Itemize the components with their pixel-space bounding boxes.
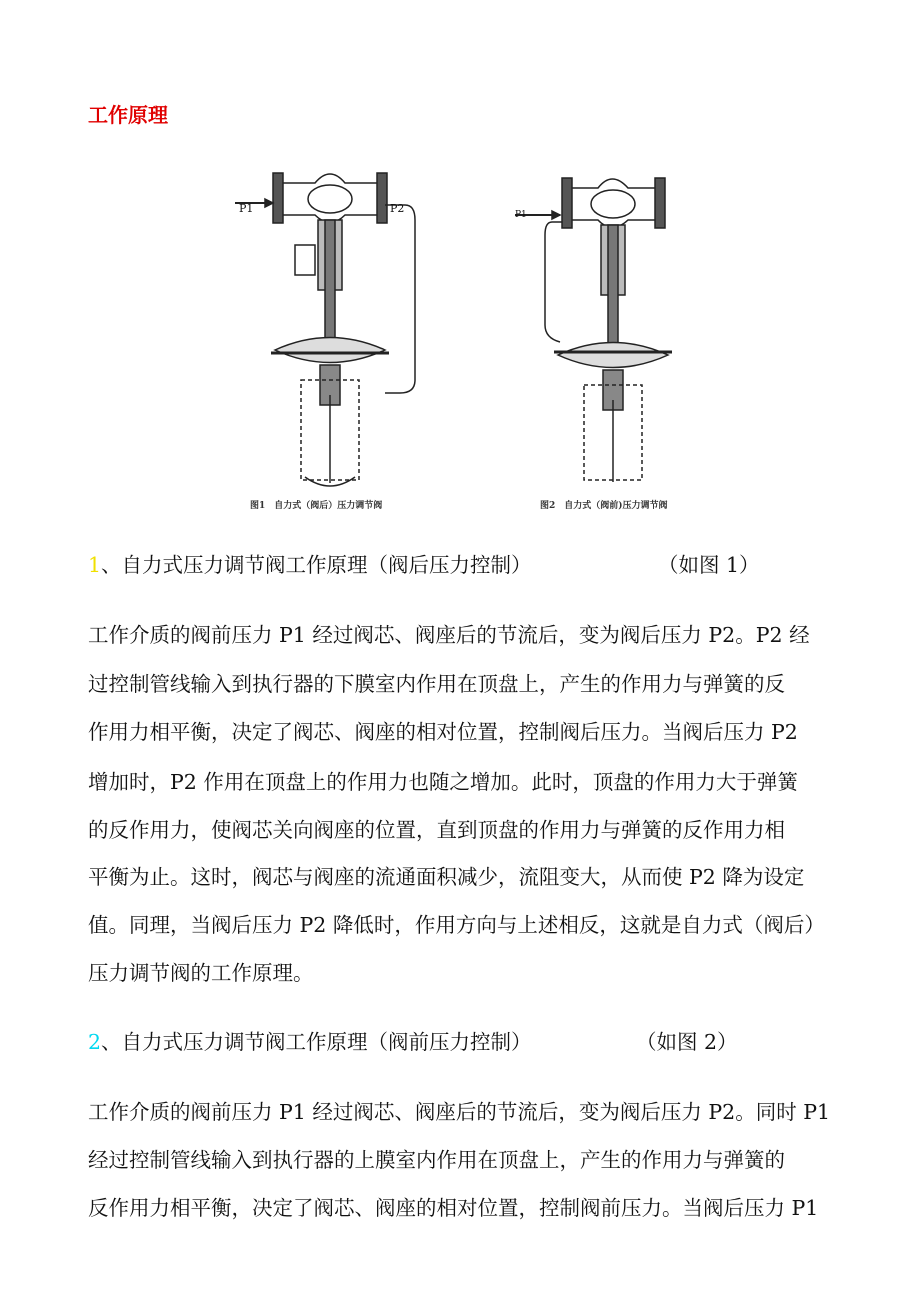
paragraph-line: 经过控制管线输入到执行器的上膜室内作用在顶盘上，产生的作用力与弹簧的 <box>88 1148 785 1172</box>
valve-diagram-1 <box>235 165 435 495</box>
paragraph-line: 增加时，P2 作用在顶盘上的作用力也随之增加。此时，顶盘的作用力大于弹簧 <box>88 770 798 794</box>
figure-caption: 图2 自力式（阀前)压力调节阀 <box>540 501 668 511</box>
paragraph-line: 工作介质的阀前压力 P1 经过阀芯、阀座后的节流后，变为阀后压力 P2。同时 P1 <box>88 1100 831 1124</box>
valve-diagram-2 <box>510 170 700 495</box>
section-heading-text: 、自力式压力调节阀工作原理（阀后压力控制） <box>101 553 532 577</box>
label-p1: P1 <box>515 210 527 220</box>
section-heading-text: 、自力式压力调节阀工作原理（阀前压力控制） <box>101 1030 532 1054</box>
section-number: 2 <box>88 1030 102 1054</box>
figure-caption: 图1 自力式（阀后）压力调节阀 <box>250 501 383 511</box>
paragraph-line: 过控制管线输入到执行器的下膜室内作用在顶盘上，产生的作用力与弹簧的反 <box>88 672 785 696</box>
figure-reference: （如图 2） <box>636 1030 738 1054</box>
paragraph-line: 平衡为止。这时，阀芯与阀座的流通面积减少，流阻变大，从而使 P2 降为设定 <box>88 865 805 889</box>
page-title: 工作原理 <box>88 103 168 127</box>
label-p2: P2 <box>390 202 405 215</box>
paragraph-line: 的反作用力，使阀芯关向阀座的位置，直到顶盘的作用力与弹簧的反作用力相 <box>88 818 785 842</box>
paragraph-line: 工作介质的阀前压力 P1 经过阀芯、阀座后的节流后，变为阀后压力 P2。P2 经 <box>88 623 810 647</box>
paragraph-line: 值。同理，当阀后压力 P2 降低时，作用方向与上述相反，这就是自力式（阀后） <box>88 913 825 937</box>
paragraph-line: 压力调节阀的工作原理。 <box>88 961 314 985</box>
section-2-heading <box>88 1029 532 1055</box>
figure-2 <box>510 170 700 511</box>
figure-reference: （如图 1） <box>658 553 760 577</box>
section-number: 1 <box>88 553 102 577</box>
paragraph-line: 反作用力相平衡，决定了阀芯、阀座的相对位置，控制阀前压力。当阀后压力 P1 <box>88 1196 819 1220</box>
label-p1: P1 <box>239 202 254 215</box>
paragraph-line: 作用力相平衡，决定了阀芯、阀座的相对位置，控制阀后压力。当阀后压力 P2 <box>88 720 798 744</box>
figure-1 <box>235 165 435 511</box>
section-1-heading <box>88 552 532 578</box>
